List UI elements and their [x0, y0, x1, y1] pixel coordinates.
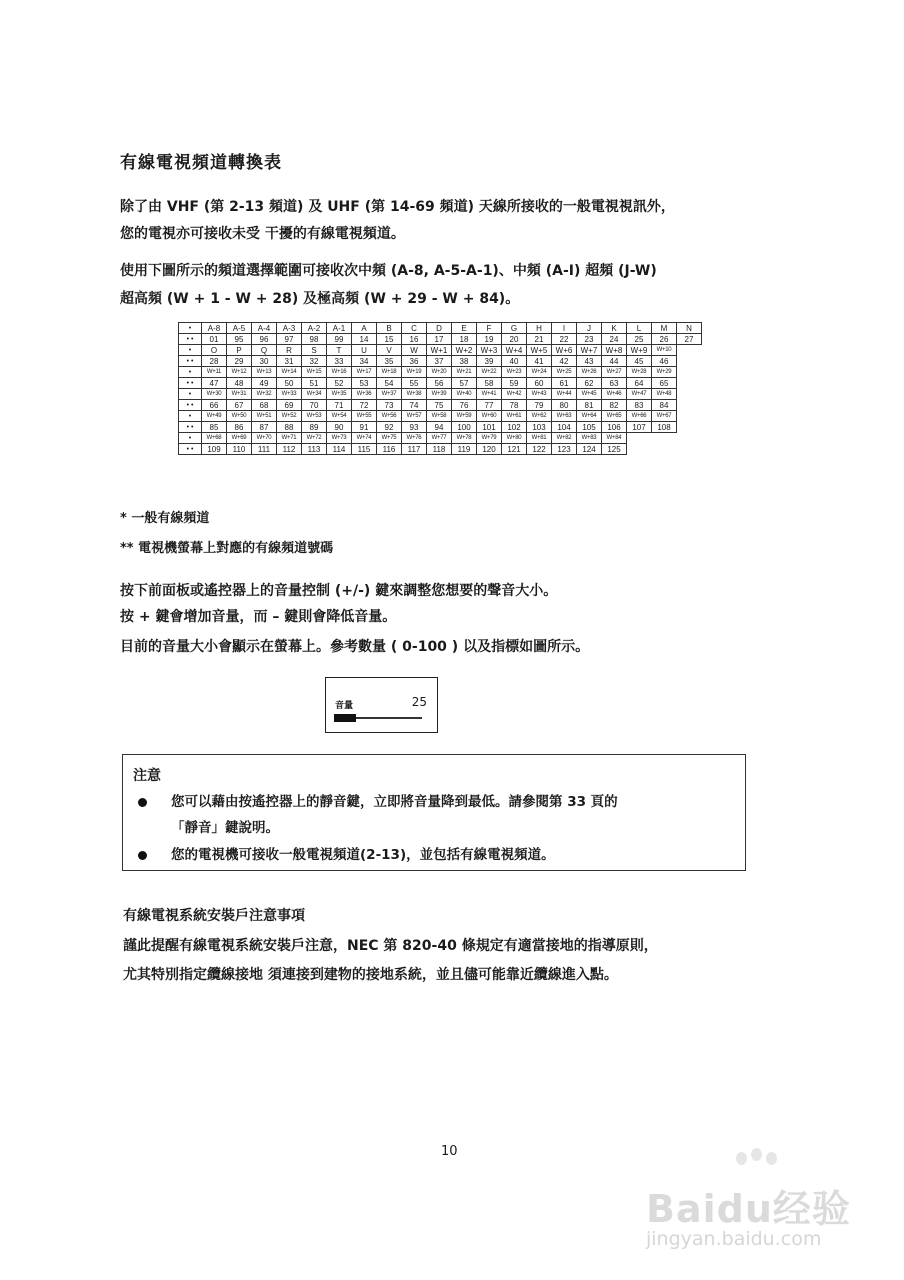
table-cell: W+84	[602, 433, 627, 444]
table-cell: W+70	[252, 433, 277, 444]
table-cell: J	[577, 323, 602, 334]
caution-box	[122, 754, 746, 871]
intro-line-1: 除了由 VHF (第 2-13 頻道) 及 UHF (第 14-69 頻道) 天線所接收的一般電視視訊外，	[120, 199, 675, 215]
table-cell: 25	[627, 334, 652, 345]
table-cell: 79	[527, 400, 552, 411]
table-cell: 89	[302, 422, 327, 433]
table-cell: 62	[577, 378, 602, 389]
table-cell: A-1	[327, 323, 352, 334]
table-cell: W+83	[577, 433, 602, 444]
table-cell: A-4	[252, 323, 277, 334]
table-cell: 96	[252, 334, 277, 345]
table-cell: W+15	[302, 367, 327, 378]
table-cell: 61	[552, 378, 577, 389]
table-cell: W+22	[477, 367, 502, 378]
table-cell: 104	[552, 422, 577, 433]
table-cell: W+40	[452, 389, 477, 400]
row-marker: • •	[179, 422, 202, 433]
table-cell: 42	[552, 356, 577, 367]
table-empty-cell	[677, 444, 702, 455]
table-cell: 51	[302, 378, 327, 389]
table-cell: A	[352, 323, 377, 334]
table-cell: 64	[627, 378, 652, 389]
table-cell: 74	[402, 400, 427, 411]
table-cell: B	[377, 323, 402, 334]
row-marker: •	[179, 367, 202, 378]
table-cell: A-3	[277, 323, 302, 334]
table-empty-cell	[677, 411, 702, 422]
table-cell: 118	[427, 444, 452, 455]
table-empty-cell	[627, 433, 652, 444]
table-cell: W+58	[427, 411, 452, 422]
table-cell: 26	[652, 334, 677, 345]
table-cell: 97	[277, 334, 302, 345]
table-cell: F	[477, 323, 502, 334]
table-row	[179, 433, 702, 444]
table-cell: W+2	[452, 345, 477, 356]
footnote-single-star: * 一般有線頻道	[120, 511, 210, 526]
table-cell: W+66	[627, 411, 652, 422]
table-cell: 92	[377, 422, 402, 433]
table-cell: M	[652, 323, 677, 334]
table-empty-cell	[652, 444, 677, 455]
table-cell: W+50	[227, 411, 252, 422]
table-cell: R	[277, 345, 302, 356]
table-cell: A-5	[227, 323, 252, 334]
table-empty-cell	[677, 345, 702, 356]
table-cell: 117	[402, 444, 427, 455]
table-cell: 32	[302, 356, 327, 367]
table-row	[179, 334, 702, 345]
row-marker: • •	[179, 378, 202, 389]
table-cell: 37	[427, 356, 452, 367]
table-row	[179, 389, 702, 400]
table-cell: 119	[452, 444, 477, 455]
table-cell: W+38	[402, 389, 427, 400]
table-cell: 100	[452, 422, 477, 433]
table-cell: 20	[502, 334, 527, 345]
volume-osd-figure	[325, 677, 438, 733]
table-cell: 33	[327, 356, 352, 367]
intro-line-4: 超高頻 (W + 1 - W + 28) 及極高頻 (W + 29 - W + 84)。	[120, 291, 520, 307]
table-cell: N	[677, 323, 702, 334]
table-cell: K	[602, 323, 627, 334]
table-cell: W+44	[552, 389, 577, 400]
table-cell: W+54	[327, 411, 352, 422]
table-cell: W+4	[502, 345, 527, 356]
table-cell: V	[377, 345, 402, 356]
table-cell: W+23	[502, 367, 527, 378]
table-cell: W+32	[252, 389, 277, 400]
table-cell: 108	[652, 422, 677, 433]
table-cell: W+60	[477, 411, 502, 422]
bullet-icon	[138, 798, 147, 807]
table-cell: W+80	[502, 433, 527, 444]
table-cell: W+8	[602, 345, 627, 356]
table-cell: 66	[202, 400, 227, 411]
volume-osd-label: 音量	[335, 701, 354, 711]
table-cell: T	[327, 345, 352, 356]
table-cell: 46	[652, 356, 677, 367]
volume-text-line-1: 按下前面板或遙控器上的音量控制 (+/-) 鍵來調整您想要的聲音大小。	[120, 583, 558, 599]
table-cell: 70	[302, 400, 327, 411]
row-marker: •	[179, 411, 202, 422]
table-cell: 72	[352, 400, 377, 411]
table-cell: 81	[577, 400, 602, 411]
table-cell: 99	[327, 334, 352, 345]
paw-icon	[736, 1152, 747, 1165]
table-cell: W+41	[477, 389, 502, 400]
table-cell: 87	[252, 422, 277, 433]
table-cell: 27	[677, 334, 702, 345]
table-empty-cell	[677, 378, 702, 389]
intro-line-2: 您的電視亦可接收未受 干擾的有線電視頻道。	[120, 226, 405, 242]
table-cell: 71	[327, 400, 352, 411]
table-cell: 86	[227, 422, 252, 433]
table-cell: 105	[577, 422, 602, 433]
table-cell: 77	[477, 400, 502, 411]
table-cell: W+61	[502, 411, 527, 422]
table-cell: 28	[202, 356, 227, 367]
row-marker: •	[179, 389, 202, 400]
table-cell: W+26	[577, 367, 602, 378]
table-cell: W+17	[352, 367, 377, 378]
caution-item-2: 您的電視機可接收一般電視頻道(2-13)，並包括有線電視頻道。	[171, 847, 555, 863]
table-cell: 84	[652, 400, 677, 411]
table-cell: W+34	[302, 389, 327, 400]
volume-osd-level-bar	[334, 714, 356, 722]
table-cell: 35	[377, 356, 402, 367]
bullet-icon	[138, 851, 147, 860]
table-cell: 78	[502, 400, 527, 411]
table-cell: 111	[252, 444, 277, 455]
table-cell: W	[402, 345, 427, 356]
table-cell: W+79	[477, 433, 502, 444]
table-empty-cell	[677, 422, 702, 433]
table-cell: 82	[602, 400, 627, 411]
table-cell: 68	[252, 400, 277, 411]
table-cell: W+5	[527, 345, 552, 356]
table-cell: 60	[527, 378, 552, 389]
table-cell: W+27	[602, 367, 627, 378]
table-cell: 49	[252, 378, 277, 389]
table-cell: 107	[627, 422, 652, 433]
table-cell: W+24	[527, 367, 552, 378]
table-empty-cell	[677, 433, 702, 444]
watermark-brand: Baidu经验	[646, 1187, 851, 1231]
install-section-title: 有線電視系統安裝戶注意事項	[123, 908, 305, 924]
table-cell: 95	[227, 334, 252, 345]
table-cell: 50	[277, 378, 302, 389]
table-cell: Q	[252, 345, 277, 356]
table-empty-cell	[627, 444, 652, 455]
table-cell: A-8	[202, 323, 227, 334]
table-cell: 93	[402, 422, 427, 433]
table-cell: W+67	[652, 411, 677, 422]
table-cell: W+45	[577, 389, 602, 400]
row-marker: • •	[179, 444, 202, 455]
table-cell: 101	[477, 422, 502, 433]
table-cell: W+29	[652, 367, 677, 378]
paw-icon	[766, 1152, 777, 1165]
table-cell: 38	[452, 356, 477, 367]
table-cell: W+9	[627, 345, 652, 356]
table-cell: W+10	[652, 345, 677, 356]
channel-conversion-table	[178, 322, 702, 455]
table-cell: 43	[577, 356, 602, 367]
caution-title: 注意	[133, 768, 161, 784]
table-empty-cell	[677, 389, 702, 400]
row-marker: • •	[179, 334, 202, 345]
table-cell: 21	[527, 334, 552, 345]
table-cell: 53	[352, 378, 377, 389]
table-cell: 90	[327, 422, 352, 433]
table-cell: W+77	[427, 433, 452, 444]
table-cell: W+78	[452, 433, 477, 444]
table-empty-cell	[677, 356, 702, 367]
table-cell: 24	[602, 334, 627, 345]
table-cell: W+20	[427, 367, 452, 378]
volume-text-line-2: 按 + 鍵會增加音量，而 – 鍵則會降低音量。	[120, 609, 397, 625]
table-cell: W+52	[277, 411, 302, 422]
table-cell: W+14	[277, 367, 302, 378]
table-cell: W+47	[627, 389, 652, 400]
table-cell: 122	[527, 444, 552, 455]
row-marker: •	[179, 345, 202, 356]
table-cell: W+42	[502, 389, 527, 400]
table-cell: 67	[227, 400, 252, 411]
table-cell: W+18	[377, 367, 402, 378]
caution-item-1-line-2: 「靜音」鍵說明。	[171, 820, 279, 836]
table-cell: 41	[527, 356, 552, 367]
table-cell: W+62	[527, 411, 552, 422]
table-cell: W+1	[427, 345, 452, 356]
table-cell: S	[302, 345, 327, 356]
table-cell: W+71	[277, 433, 302, 444]
table-cell: 98	[302, 334, 327, 345]
table-cell: W+46	[602, 389, 627, 400]
table-cell: D	[427, 323, 452, 334]
table-cell: W+31	[227, 389, 252, 400]
table-cell: W+35	[327, 389, 352, 400]
table-cell: 103	[527, 422, 552, 433]
table-cell: W+81	[527, 433, 552, 444]
table-cell: 76	[452, 400, 477, 411]
table-row	[179, 378, 702, 389]
row-marker: • •	[179, 356, 202, 367]
table-cell: 83	[627, 400, 652, 411]
table-cell: E	[452, 323, 477, 334]
table-cell: G	[502, 323, 527, 334]
table-cell: A-2	[302, 323, 327, 334]
table-cell: W+76	[402, 433, 427, 444]
table-cell: 40	[502, 356, 527, 367]
table-row	[179, 422, 702, 433]
table-empty-cell	[652, 433, 677, 444]
table-cell: 124	[577, 444, 602, 455]
table-cell: W+3	[477, 345, 502, 356]
table-cell: 80	[552, 400, 577, 411]
paw-icon	[751, 1148, 762, 1161]
table-cell: W+12	[227, 367, 252, 378]
table-cell: W+55	[352, 411, 377, 422]
table-row	[179, 444, 702, 455]
table-cell: 115	[352, 444, 377, 455]
table-cell: W+13	[252, 367, 277, 378]
table-cell: 91	[352, 422, 377, 433]
table-cell: W+63	[552, 411, 577, 422]
table-cell: 114	[327, 444, 352, 455]
table-cell: W+73	[327, 433, 352, 444]
table-cell: W+36	[352, 389, 377, 400]
table-cell: W+43	[527, 389, 552, 400]
table-cell: 110	[227, 444, 252, 455]
table-cell: O	[202, 345, 227, 356]
row-marker: • •	[179, 400, 202, 411]
install-line-2: 尤其特別指定纜線接地 須連接到建物的接地系統，並且儘可能靠近纜線進入點。	[123, 967, 618, 983]
table-cell: 58	[477, 378, 502, 389]
table-cell: I	[552, 323, 577, 334]
table-cell: 48	[227, 378, 252, 389]
table-cell: 55	[402, 378, 427, 389]
table-cell: P	[227, 345, 252, 356]
table-cell: 125	[602, 444, 627, 455]
table-cell: 23	[577, 334, 602, 345]
table-cell: W+57	[402, 411, 427, 422]
table-cell: W+28	[627, 367, 652, 378]
table-cell: W+49	[202, 411, 227, 422]
table-cell: 34	[352, 356, 377, 367]
table-cell: L	[627, 323, 652, 334]
table-cell: W+16	[327, 367, 352, 378]
table-cell: W+6	[552, 345, 577, 356]
table-empty-cell	[677, 400, 702, 411]
table-cell: 94	[427, 422, 452, 433]
table-cell: W+56	[377, 411, 402, 422]
row-marker: •	[179, 433, 202, 444]
table-cell: 54	[377, 378, 402, 389]
table-cell: 31	[277, 356, 302, 367]
install-line-1: 謹此提醒有線電視系統安裝戶注意，NEC 第 820-40 條規定有適當接地的指導原則，	[123, 938, 658, 954]
table-cell: W+75	[377, 433, 402, 444]
table-cell: W+30	[202, 389, 227, 400]
table-row	[179, 411, 702, 422]
table-cell: W+68	[202, 433, 227, 444]
table-cell: W+65	[602, 411, 627, 422]
volume-text-line-3: 目前的音量大小會顯示在螢幕上。參考數量 ( 0-100 ) 以及指標如圖所示。	[120, 639, 590, 655]
table-cell: 116	[377, 444, 402, 455]
table-cell: 16	[402, 334, 427, 345]
page-number: 10	[441, 1144, 458, 1159]
table-cell: 113	[302, 444, 327, 455]
table-cell: W+48	[652, 389, 677, 400]
table-cell: W+74	[352, 433, 377, 444]
table-cell: W+19	[402, 367, 427, 378]
table-cell: W+11	[202, 367, 227, 378]
table-cell: W+53	[302, 411, 327, 422]
table-cell: 19	[477, 334, 502, 345]
table-cell: W+51	[252, 411, 277, 422]
table-cell: W+37	[377, 389, 402, 400]
table-cell: 121	[502, 444, 527, 455]
table-row	[179, 367, 702, 378]
caution-item-1-line-1: 您可以藉由按遙控器上的靜音鍵，立即將音量降到最低。請參閱第 33 頁的	[171, 794, 618, 810]
table-cell: 14	[352, 334, 377, 345]
table-cell: W+39	[427, 389, 452, 400]
table-cell: 85	[202, 422, 227, 433]
table-cell: H	[527, 323, 552, 334]
table-empty-cell	[677, 367, 702, 378]
table-cell: 44	[602, 356, 627, 367]
table-cell: W+82	[552, 433, 577, 444]
table-cell: 109	[202, 444, 227, 455]
table-cell: 18	[452, 334, 477, 345]
table-cell: 59	[502, 378, 527, 389]
table-cell: 75	[427, 400, 452, 411]
table-cell: 52	[327, 378, 352, 389]
table-row	[179, 345, 702, 356]
page-title: 有線電視頻道轉換表	[120, 153, 282, 173]
table-cell: 39	[477, 356, 502, 367]
table-row	[179, 356, 702, 367]
table-cell: W+64	[577, 411, 602, 422]
volume-osd-value: 25	[411, 695, 427, 709]
table-cell: C	[402, 323, 427, 334]
table-cell: W+7	[577, 345, 602, 356]
table-cell: W+33	[277, 389, 302, 400]
table-cell: 112	[277, 444, 302, 455]
table-cell: 63	[602, 378, 627, 389]
table-cell: 123	[552, 444, 577, 455]
footnote-double-star: ** 電視機螢幕上對應的有線頻道號碼	[120, 541, 334, 556]
table-cell: 22	[552, 334, 577, 345]
table-cell: 73	[377, 400, 402, 411]
table-row	[179, 323, 702, 334]
table-cell: W+25	[552, 367, 577, 378]
table-cell: 47	[202, 378, 227, 389]
table-cell: 120	[477, 444, 502, 455]
table-cell: 88	[277, 422, 302, 433]
table-cell: U	[352, 345, 377, 356]
table-cell: 69	[277, 400, 302, 411]
table-cell: 36	[402, 356, 427, 367]
table-cell: 102	[502, 422, 527, 433]
table-cell: 30	[252, 356, 277, 367]
table-cell: 57	[452, 378, 477, 389]
table-cell: 01	[202, 334, 227, 345]
table-cell: 56	[427, 378, 452, 389]
table-row	[179, 400, 702, 411]
table-cell: 17	[427, 334, 452, 345]
watermark-url: jingyan.baidu.com	[646, 1228, 822, 1250]
baidu-watermark	[640, 1148, 900, 1258]
intro-line-3: 使用下圖所示的頻道選擇範圍可接收次中頻 (A-8, A-5-A-1)、中頻 (A-I) 超頻 (J-W)	[120, 263, 657, 279]
table-cell: 106	[602, 422, 627, 433]
table-cell: 65	[652, 378, 677, 389]
table-cell: 15	[377, 334, 402, 345]
table-cell: 29	[227, 356, 252, 367]
table-cell: W+72	[302, 433, 327, 444]
table-cell: W+69	[227, 433, 252, 444]
table-cell: W+59	[452, 411, 477, 422]
row-marker: •	[179, 323, 202, 334]
table-cell: W+21	[452, 367, 477, 378]
table-cell: 45	[627, 356, 652, 367]
